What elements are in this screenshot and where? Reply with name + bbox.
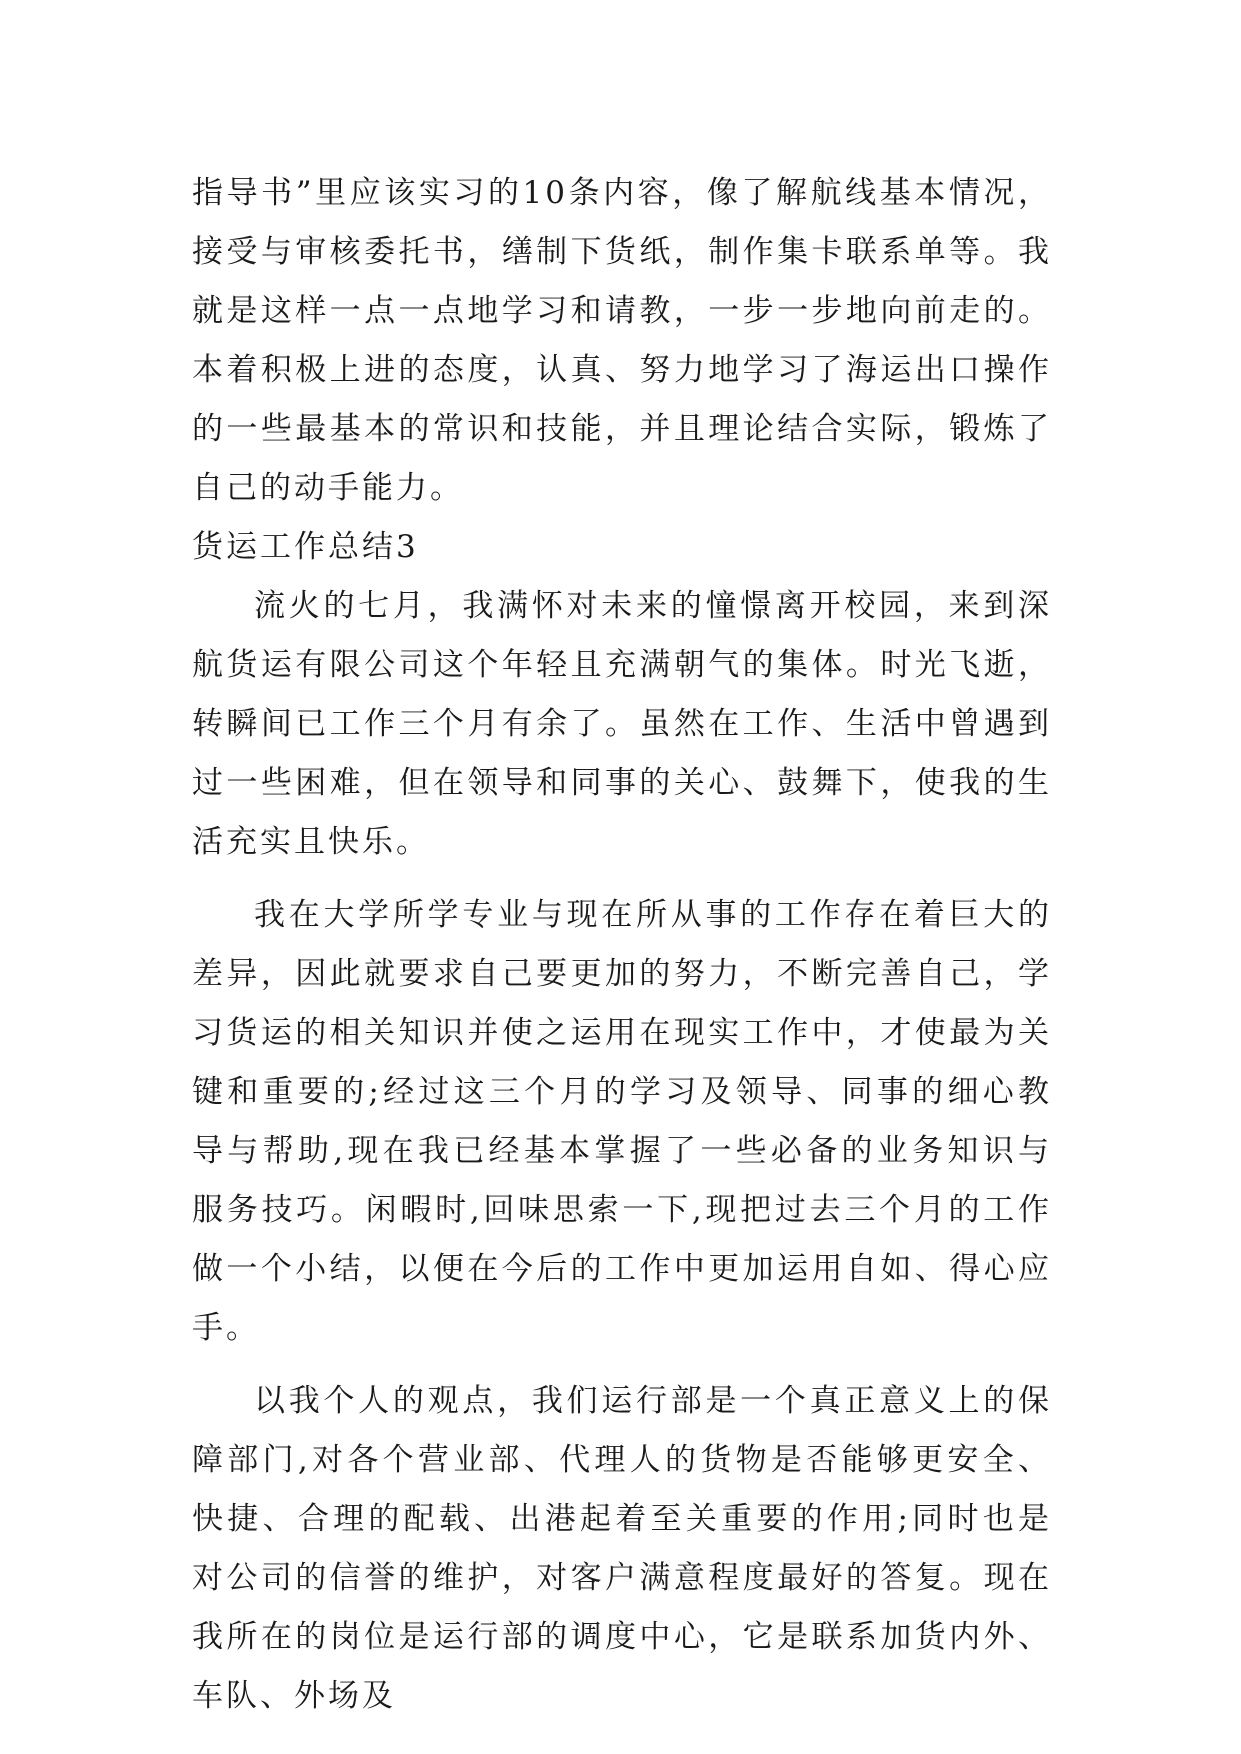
paragraph: 流火的七月，我满怀对未来的憧憬离开校园，来到深航货运有限公司这个年轻且充满朝气的集体。时光飞逝，转瞬间已工作三个月有余了。虽然在工作、生活中曾遇到过一些困难，但在领导和同事的关心、鼓舞下，使我的生活充实且快乐。: [192, 588, 1052, 860]
paragraph: 我在大学所学专业与现在所从事的工作存在着巨大的差异，因此就要求自己要更加的努力，不断完善自己，学习货运的相关知识并使之运用在现实工作中，才使最为关键和重要的;经过这三个月的学习及领导、同事的细心教导与帮助,现在我已经基本掌握了一些必备的业务知识与服务技巧。闲暇时,回味思索一下,现把过去三个月的工作做一个小结，以便在今后的工作中更加运用自如、得心应手。: [192, 897, 1052, 1346]
section-heading: 货运工作总结3: [192, 529, 419, 565]
paragraph-continued: 指导书”里应该实习的10条内容，像了解航线基本情况，接受与审核委托书，缮制下货纸，制作集卡联系单等。我就是这样一点一点地学习和请教，一步一步地向前走的。本着积极上进的态度，认真、努力地学习了海运出口操作的一些最基本的常识和技能，并且理论结合实际，锻炼了自己的动手能力。: [192, 175, 1052, 506]
paragraph: 以我个人的观点，我们运行部是一个真正意义上的保障部门,对各个营业部、代理人的货物是否能够更安全、快捷、合理的配载、出港起着至关重要的作用;同时也是对公司的信誉的维护，对客户满意程度最好的答复。现在我所在的岗位是运行部的调度中心，它是联系加货内外、车队、外场及: [192, 1383, 1052, 1714]
document-body: [192, 164, 1052, 1726]
